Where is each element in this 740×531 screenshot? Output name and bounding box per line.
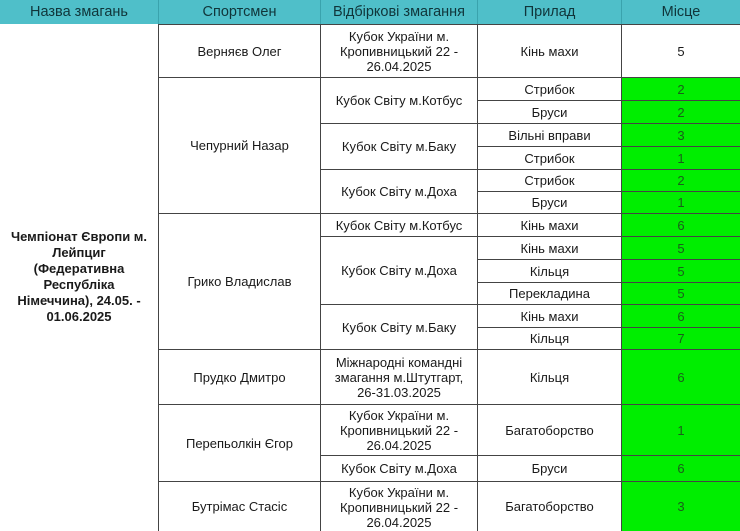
apparatus: Кінь махи bbox=[477, 304, 621, 327]
apparatus: Багатоборство bbox=[477, 481, 621, 531]
athlete-name: Бутрімас Стасіс bbox=[158, 481, 320, 531]
athlete-name: Чепурний Назар bbox=[158, 77, 320, 213]
apparatus: Бруси bbox=[477, 100, 621, 123]
place-value: 5 bbox=[621, 282, 740, 304]
place-value: 6 bbox=[621, 213, 740, 236]
place-value: 3 bbox=[621, 481, 740, 531]
qualifier-name: Кубок Світу м.Котбус bbox=[320, 213, 477, 236]
athlete-name: Прудко Дмитро bbox=[158, 349, 320, 404]
apparatus: Кінь махи bbox=[477, 236, 621, 259]
column-header-qualifier: Відбіркові змагання bbox=[320, 0, 477, 24]
apparatus: Вільні вправи bbox=[477, 123, 621, 146]
column-header-place: Місце bbox=[621, 0, 740, 24]
qualifier-name: Кубок Світу м.Баку bbox=[320, 123, 477, 169]
apparatus: Бруси bbox=[477, 191, 621, 213]
qualifier-name: Кубок Світу м.Баку bbox=[320, 304, 477, 349]
place-value: 6 bbox=[621, 455, 740, 481]
apparatus: Кільця bbox=[477, 349, 621, 404]
apparatus: Стрибок bbox=[477, 169, 621, 191]
place-value: 1 bbox=[621, 404, 740, 455]
apparatus: Кільця bbox=[477, 327, 621, 349]
place-value: 6 bbox=[621, 304, 740, 327]
athlete-name: Перепьолкін Єгор bbox=[158, 404, 320, 481]
place-value: 5 bbox=[621, 236, 740, 259]
apparatus: Перекладина bbox=[477, 282, 621, 304]
event-name: Чемпіонат Європи м. Лейпциг (Федеративна Республіка Німеччина), 24.05. - 01.06.2025 bbox=[10, 228, 148, 324]
apparatus: Стрибок bbox=[477, 77, 621, 100]
column-header-apparatus: Прилад bbox=[477, 0, 621, 24]
place-value: 3 bbox=[621, 123, 740, 146]
qualifier-name: Кубок України м. Кропивницький 22 - 26.04.2025 bbox=[320, 24, 477, 77]
athlete-name: Верняєв Олег bbox=[158, 24, 320, 77]
qualifier-name: Кубок Світу м.Доха bbox=[320, 169, 477, 213]
place-value: 6 bbox=[621, 349, 740, 404]
qualifier-name: Міжнародні командні змагання м.Штутгарт, 26-31.03.2025 bbox=[320, 349, 477, 404]
place-value: 7 bbox=[621, 327, 740, 349]
place-value: 1 bbox=[621, 191, 740, 213]
apparatus: Кінь махи bbox=[477, 213, 621, 236]
qualifier-name: Кубок України м. Кропивницький 22 - 26.04.2025 bbox=[320, 404, 477, 455]
qualifier-name: Кубок України м. Кропивницький 22 - 26.04.2025 bbox=[320, 481, 477, 531]
apparatus: Кінь махи bbox=[477, 24, 621, 77]
column-header-athlete: Спортсмен bbox=[158, 0, 320, 24]
apparatus: Кільця bbox=[477, 259, 621, 282]
place-value: 5 bbox=[621, 259, 740, 282]
place-value: 1 bbox=[621, 146, 740, 169]
place-value: 5 bbox=[621, 24, 740, 77]
apparatus: Стрибок bbox=[477, 146, 621, 169]
qualifier-name: Кубок Світу м.Доха bbox=[320, 455, 477, 481]
athlete-name: Грико Владислав bbox=[158, 213, 320, 349]
place-value: 2 bbox=[621, 169, 740, 191]
apparatus: Багатоборство bbox=[477, 404, 621, 455]
apparatus: Бруси bbox=[477, 455, 621, 481]
place-value: 2 bbox=[621, 100, 740, 123]
qualifier-name: Кубок Світу м.Доха bbox=[320, 236, 477, 304]
column-header-event: Назва змагань bbox=[0, 0, 158, 24]
place-value: 2 bbox=[621, 77, 740, 100]
qualifier-name: Кубок Світу м.Котбус bbox=[320, 77, 477, 123]
